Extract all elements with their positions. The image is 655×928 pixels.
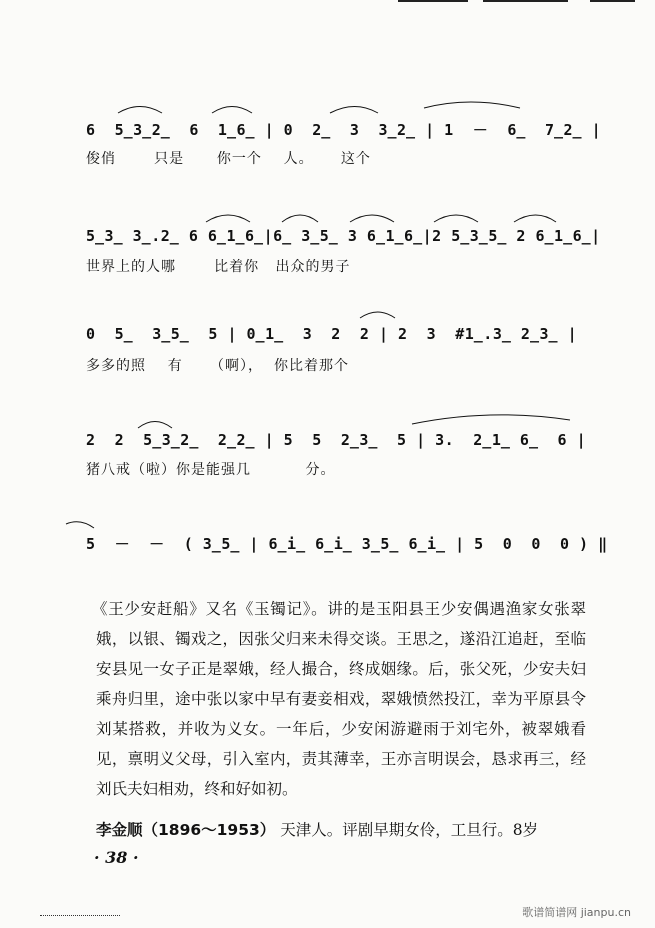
slur xyxy=(360,312,395,318)
slur xyxy=(118,107,162,114)
lyric-line-3: 多多的照 有 （啊）， 你比着那个 xyxy=(86,358,349,374)
slur xyxy=(138,422,172,429)
slur xyxy=(66,522,94,528)
notation-line-4: 2 2 5̲3̲2̲ 2̲2̲ | 5 5 2̲3̲ 5 | 3. 2̲1̲ 6̲ 6 | xyxy=(86,431,587,449)
top-rule-2 xyxy=(483,0,568,2)
bio-name: 李金顺（1896～1953） xyxy=(96,821,276,839)
slur xyxy=(434,215,478,222)
slur xyxy=(206,215,250,222)
bio-text: 天津人。评剧早期女伶，工旦行。8岁 xyxy=(280,821,539,839)
top-rule-1 xyxy=(398,0,468,2)
bio-line xyxy=(96,818,596,840)
slur xyxy=(350,215,394,222)
lyric-line-4: 猪八戒（啦）你是能强几 分。 xyxy=(86,462,336,478)
notation-line-2: 5̲3̲ 3̲.2̲ 6 6̲1̲6̲|6̲ 3̲5̲ 3 6̲1̲6̲|2 5̲3̲5̲ 2 6̲1̲6̲| xyxy=(86,227,601,245)
watermark: 歌谱简谱网 jianpu.cn xyxy=(522,906,631,919)
slur xyxy=(330,107,378,114)
bottom-scratch xyxy=(40,915,120,918)
notation-line-3: 0 5̲ 3̲5̲ 5 | 0̲1̲ 3 2 2 | 2 3 #1̲.3̲ 2̲3̲ | xyxy=(86,325,578,343)
page-number: · 38 · xyxy=(94,848,139,867)
top-rule-3 xyxy=(590,0,635,2)
slur xyxy=(412,415,570,424)
slur xyxy=(282,215,318,222)
slur xyxy=(212,107,252,114)
lyric-line-1: 俊俏 只是 你一个 人。 这个 xyxy=(86,151,371,167)
notation-line-5: 5 － － ( 3̲5̲ | 6̲i̲ 6̲i̲ 3̲5̲ 6̲i̲ | 5 0 0 0 ) ‖ xyxy=(86,535,608,553)
lyric-line-2: 世界上的人哪 比着你 出众的男子 xyxy=(86,259,351,275)
slur xyxy=(424,102,520,108)
notation-line-1: 6 5̲3̲2̲ 6 1̲6̲ | 0 2̲ 3 3̲2̲ | 1 － 6̲ 7̲2̲ | xyxy=(86,121,602,139)
slur xyxy=(514,215,556,222)
story-paragraph: 《王少安赶船》又名《玉镯记》。讲的是玉阳县王少安偶遇渔家女张翠娥，以银、镯戏之，因张父归来未得交谈。王思之，遂沿江追赶，至临安县见一女子正是翠娥，经人撮合，终成姻缘。后，张父死，少安夫妇乘舟归里，途中张以家中早有妻妾相戏，翠娥愤然投江，幸为平原县令刘某搭救，并收为义女。一年后，少安闲游避雨于刘宅外，被翠娥看见，禀明义父母，引入室内，责其薄幸，王亦言明误会，恳求再三，经刘氏夫妇相劝，终和好如初。 xyxy=(92,600,586,798)
